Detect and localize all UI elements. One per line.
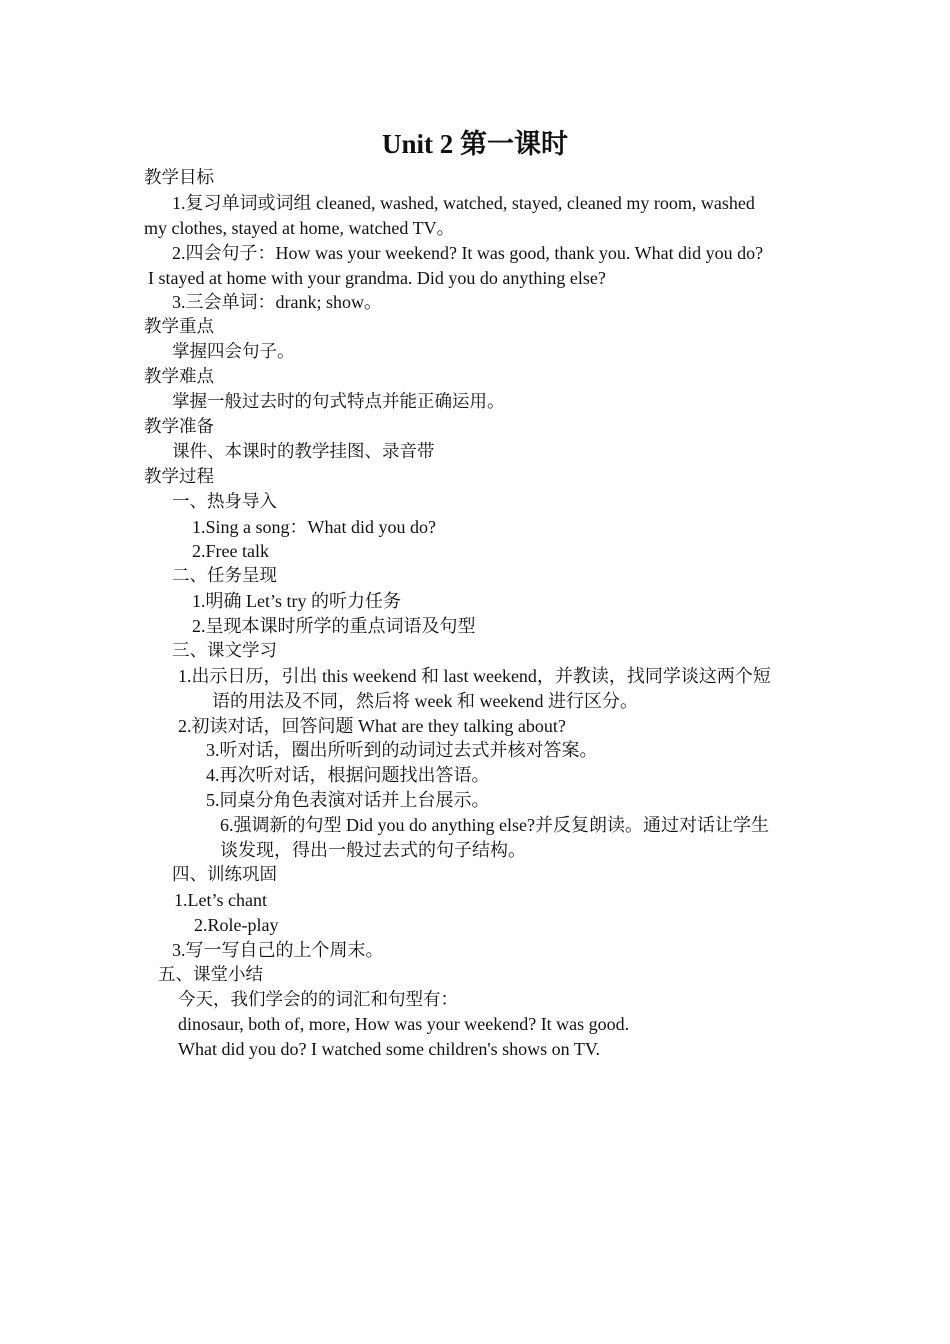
section-3-item-4: 4.再次听对话，根据问题找出答语。: [206, 765, 490, 785]
section-5-title: 五、课堂小结: [158, 965, 263, 985]
section-3-item-5: 5.同桌分角色表演对话并上台展示。: [206, 790, 490, 810]
section-3-item-6-line-1: 6.强调新的句型 Did you do anything else?并反复朗读。通过对话让学生: [220, 815, 769, 835]
section-4-item-1: 1.Let’s chant: [174, 890, 267, 910]
section-1-title: 一、热身导入: [172, 492, 277, 512]
prep-text: 课件、本课时的教学挂图、录音带: [172, 442, 435, 462]
section-4-item-3: 3.写一写自己的上个周末。: [172, 940, 384, 960]
goal-2-line-1: 2.四会句子：How was your weekend? It was good, thank you. What did you do?: [172, 243, 764, 263]
summary-intro: 今天，我们学会的的词汇和句型有：: [178, 990, 458, 1010]
section-3-item-1-line-1: 1.出示日历，引出 this weekend 和 last weekend，并教读，找同学谈这两个短: [178, 666, 771, 686]
goal-1-line-2: my clothes, stayed at home, watched TV。: [144, 218, 455, 238]
section-4-item-2: 2.Role-play: [194, 915, 279, 935]
section-2-title: 二、任务呈现: [172, 566, 277, 586]
section-4-title: 四、训练巩固: [172, 865, 277, 885]
goal-2-line-2: I stayed at home with your grandma. Did you do anything else?: [148, 268, 606, 288]
section-1-item-2: 2.Free talk: [192, 541, 269, 561]
section-3-title: 三、课文学习: [172, 641, 277, 661]
section-2-item-1: 1.明确 Let’s try 的听力任务: [192, 591, 401, 611]
section-3-item-6-line-2: 谈发现，得出一般过去式的句子结构。: [220, 840, 526, 860]
difficult-text: 掌握一般过去时的句式特点并能正确运用。: [172, 392, 505, 412]
page-title: Unit 2 第一课时: [381, 129, 568, 159]
section-1-item-1: 1.Sing a song：What did you do?: [192, 517, 436, 537]
section-2-item-2: 2.呈现本课时所学的重点词语及句型: [192, 616, 476, 636]
goals-heading: 教学目标: [144, 168, 214, 188]
section-3-item-2: 2.初读对话，回答问题 What are they talking about?: [178, 716, 566, 736]
section-3-item-3: 3.听对话，圈出所听到的动词过去式并核对答案。: [206, 740, 598, 760]
summary-line-2: What did you do? I watched some children's shows on TV.: [178, 1039, 601, 1059]
key-heading: 教学重点: [144, 317, 214, 337]
goal-1-line-1: 1.复习单词或词组 cleaned, washed, watched, stayed, cleaned my room, washed: [172, 193, 755, 213]
process-heading: 教学过程: [144, 467, 214, 487]
prep-heading: 教学准备: [144, 417, 214, 437]
goal-3: 3.三会单词：drank; show。: [172, 292, 382, 312]
summary-line-1: dinosaur, both of, more, How was your weekend? It was good.: [178, 1014, 630, 1034]
section-3-item-1-line-2: 语的用法及不同，然后将 week 和 weekend 进行区分。: [212, 691, 638, 711]
difficult-heading: 教学难点: [144, 367, 214, 387]
key-text: 掌握四会句子。: [172, 342, 295, 362]
